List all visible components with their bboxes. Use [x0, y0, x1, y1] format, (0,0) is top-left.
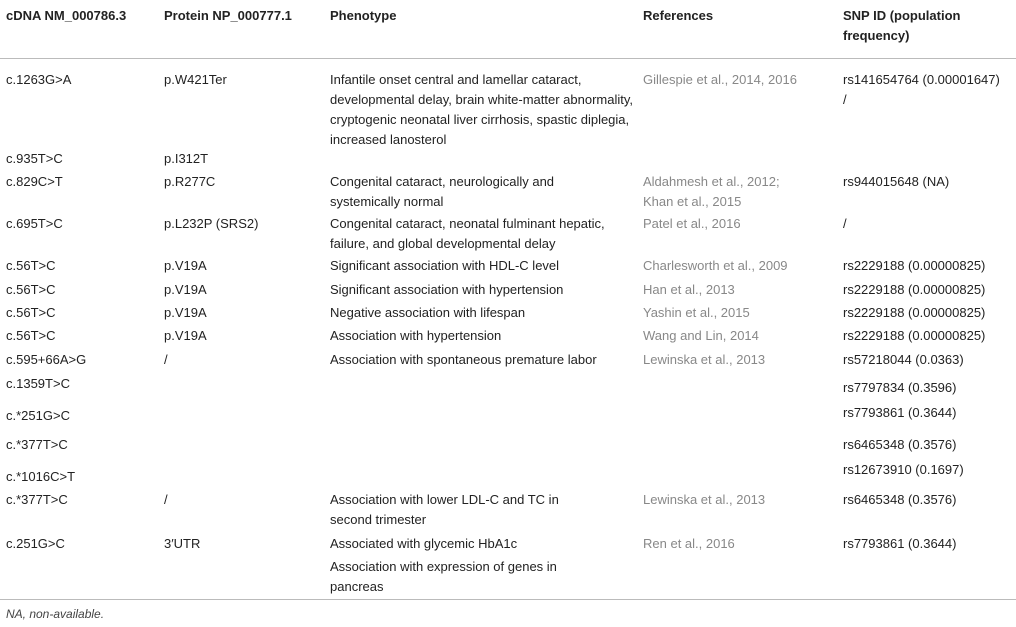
- cell-cdna: c.56T>C: [6, 258, 56, 273]
- cell-snp: rs2229188 (0.00000825): [843, 328, 986, 343]
- cell-cdna: c.56T>C: [6, 305, 56, 320]
- cell-cdna: c.*377T>C: [6, 492, 68, 507]
- cell-references: Wang and Lin, 2014: [643, 328, 759, 343]
- cell-snp: rs141654764 (0.00001647) /: [843, 72, 1000, 107]
- cell-cdna: c.251G>C: [6, 536, 65, 551]
- cell-cdna: c.1359T>C: [6, 376, 70, 391]
- cell-protein: 3′UTR: [164, 536, 201, 551]
- cell-phenotype: Association with expression of genes in pancreas: [330, 559, 557, 594]
- header-cdna: cDNA NM_000786.3: [6, 8, 127, 23]
- cell-snp: rs7793861 (0.3644): [843, 405, 957, 420]
- cell-cdna: c.935T>C: [6, 151, 63, 166]
- cell-protein: p.W421Ter: [164, 72, 227, 87]
- cell-phenotype: Significant association with hypertension: [330, 282, 564, 297]
- cell-protein: p.L232P (SRS2): [164, 216, 259, 231]
- cell-protein: p.V19A: [164, 282, 207, 297]
- cell-protein: p.V19A: [164, 258, 207, 273]
- cell-snp: rs7793861 (0.3644): [843, 536, 957, 551]
- cell-snp: rs2229188 (0.00000825): [843, 282, 986, 297]
- cell-cdna: c.829C>T: [6, 174, 63, 189]
- header-snp: SNP ID (population frequency): [843, 8, 961, 43]
- cell-cdna: c.56T>C: [6, 328, 56, 343]
- cell-phenotype: Infantile onset central and lamellar cataract, developmental delay, brain white-matter abnormality, cryptogenic neonatal liver cirrhosis, spastic diplegia, increased lanosterol: [330, 72, 633, 147]
- cell-snp: rs7797834 (0.3596): [843, 380, 957, 395]
- header-references: References: [643, 8, 714, 23]
- cell-cdna: c.*251G>C: [6, 408, 70, 423]
- cell-snp: rs2229188 (0.00000825): [843, 305, 986, 320]
- cell-references: Gillespie et al., 2014, 2016: [643, 72, 797, 87]
- cell-references: Lewinska et al., 2013: [643, 352, 766, 367]
- cell-references: Ren et al., 2016: [643, 536, 735, 551]
- cell-snp: rs6465348 (0.3576): [843, 492, 957, 507]
- cell-snp: rs57218044 (0.0363): [843, 352, 964, 367]
- cell-protein: p.V19A: [164, 328, 207, 343]
- cell-protein: p.V19A: [164, 305, 207, 320]
- cell-references: Han et al., 2013: [643, 282, 735, 297]
- cell-phenotype: Associated with glycemic HbA1c: [330, 536, 518, 551]
- cell-references: Yashin et al., 2015: [643, 305, 750, 320]
- cell-references: Patel et al., 2016: [643, 216, 741, 231]
- table-header: [0, 0, 1016, 57]
- cell-snp: rs6465348 (0.3576): [843, 437, 957, 452]
- cell-phenotype: Congenital cataract, neonatal fulminant hepatic, failure, and global developmental delay: [330, 216, 605, 251]
- cell-protein: /: [164, 492, 168, 507]
- cell-protein: p.I312T: [164, 151, 209, 166]
- table-footnote: NA, non-available.: [6, 607, 105, 621]
- header-divider: [0, 58, 1016, 59]
- cell-phenotype: Association with lower LDL-C and TC in second trimester: [330, 492, 559, 527]
- cell-cdna: c.56T>C: [6, 282, 56, 297]
- cell-cdna: c.1263G>A: [6, 72, 72, 87]
- cell-references: Charlesworth et al., 2009: [643, 258, 788, 273]
- header-phenotype: Phenotype: [330, 8, 397, 23]
- cell-phenotype: Negative association with lifespan: [330, 305, 526, 320]
- cell-phenotype: Association with spontaneous premature labor: [330, 352, 597, 367]
- table-bottom-divider: [0, 599, 1016, 600]
- header-protein: Protein NP_000777.1: [164, 8, 292, 23]
- cell-cdna: c.595+66A>G: [6, 352, 87, 367]
- cell-phenotype: Significant association with HDL-C level: [330, 258, 560, 273]
- cell-cdna: c.*1016C>T: [6, 469, 76, 484]
- cell-references: Lewinska et al., 2013: [643, 492, 766, 507]
- cell-protein: /: [164, 352, 168, 367]
- cell-cdna: c.695T>C: [6, 216, 63, 231]
- cell-phenotype: Association with hypertension: [330, 328, 502, 343]
- cell-protein: p.R277C: [164, 174, 216, 189]
- cell-cdna: c.*377T>C: [6, 437, 68, 452]
- cell-snp: rs12673910 (0.1697): [843, 462, 964, 477]
- cell-references: Aldahmesh et al., 2012; Khan et al., 2015: [643, 174, 780, 209]
- cell-phenotype: Congenital cataract, neurologically and systemically normal: [330, 174, 555, 209]
- cell-snp: rs944015648 (NA): [843, 174, 950, 189]
- cell-snp: rs2229188 (0.00000825): [843, 258, 986, 273]
- cell-snp: /: [843, 216, 847, 231]
